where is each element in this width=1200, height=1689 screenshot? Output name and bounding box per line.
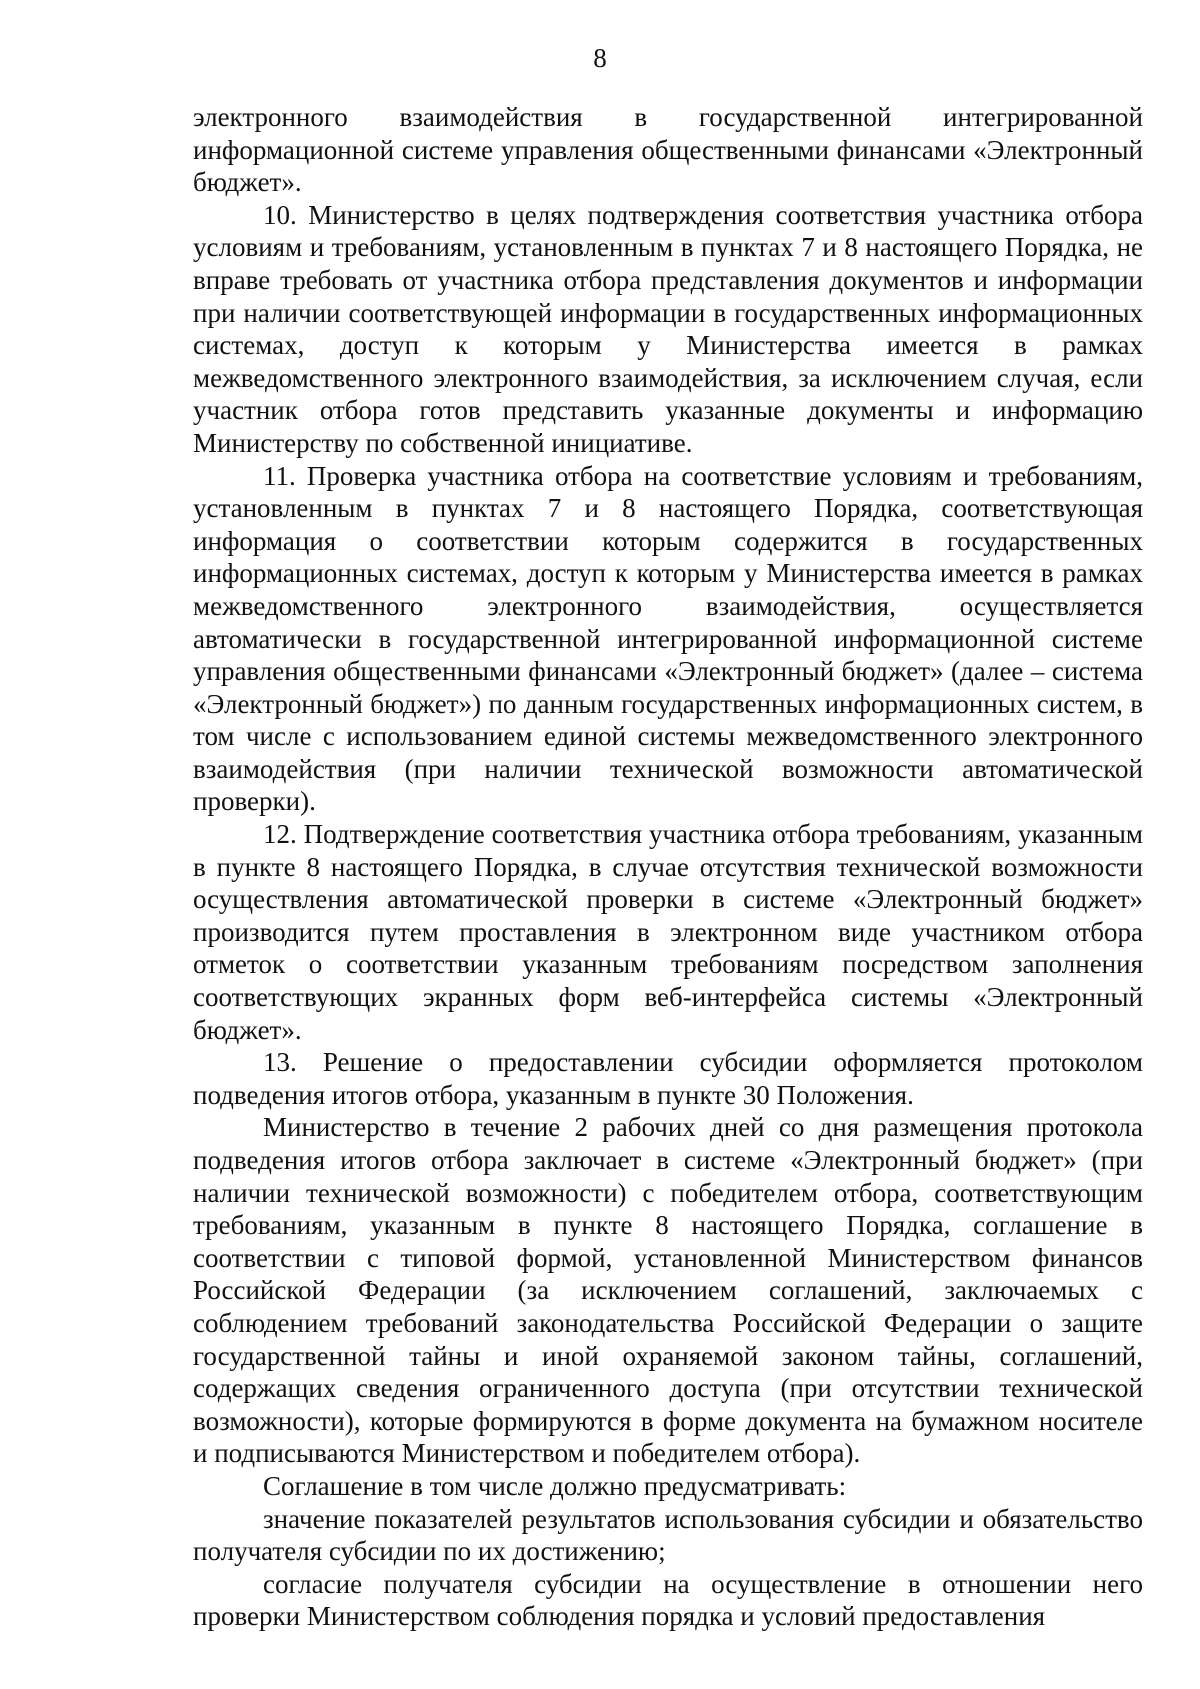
paragraph-continuation: электронного взаимодействия в государственной интегрированной информационной системе управления общественными финансами «Электронный бюджет». [193, 102, 1143, 198]
paragraph-term-indicators: значение показателей результатов использования субсидии и обязательство получателя субсидии по их достижению; [193, 1503, 1143, 1567]
paragraph-agreement: Министерство в течение 2 рабочих дней со дня размещения протокола подведения итогов отбора заключает в системе «Электронный бюджет» (при наличии технической возможности) с победителем отбора, соответствующим требованиям, указанным в пункте 8 настоящего Порядка, соглашение в соответствии с типовой формой, установленной Министерством финансов Российской Федерации (за исключением соглашений, заключаемых с соблюдением требований законодательства Российской Федерации о защите государственной тайны и иной охраняемой законом тайны, соглашений, содержащих сведения ограниченного доступа (при отсутствии технической возможности), которые формируются в форме документа на бумажном носителе и подписываются Министерством и победителем отбора). [193, 1112, 1143, 1469]
paragraph-item-11: 11. Проверка участника отбора на соответствие условиям и требованиям, установленным в пунктах 7 и 8 настоящего Порядка, соответствующая информация о соответствии которым содержится в государственных информационных системах, доступ к которым у Министерства имеется в рамках межведомственного электронного взаимодействия, осуществляется автоматически в государственной интегрированной информационной системе управления общественными финансами «Электронный бюджет» (далее – система «Электронный бюджет») по данным государственных информационных систем, в том числе с использованием единой системы межведомственного электронного взаимодействия (при наличии технической возможности автоматической проверки). [193, 460, 1143, 817]
document-body [193, 101, 1143, 1633]
paragraph-item-12: 12. Подтверждение соответствия участника отбора требованиям, указанным в пункте 8 настоящего Порядка, в случае отсутствия технической возможности осуществления автоматической проверки в системе «Электронный бюджет» производится путем проставления в электронном виде участником отбора отметок о соответствии указанным требованиям посредством заполнения соответствующих экранных форм веб-интерфейса системы «Электронный бюджет». [193, 819, 1143, 1045]
paragraph-agreement-terms-intro: Соглашение в том числе должно предусматривать: [263, 1470, 847, 1501]
paragraph-item-13: 13. Решение о предоставлении субсидии оформляется протоколом подведения итогов отбора, указанным в пункте 30 Положения. [193, 1047, 1143, 1110]
paragraph-term-consent: согласие получателя субсидии на осуществление в отношении него проверки Министерством соблюдения порядка и условий предоставления [193, 1568, 1143, 1632]
page-number: 8 [593, 43, 607, 73]
paragraph-item-10: 10. Министерство в целях подтверждения соответствия участника отбора условиям и требованиям, установленным в пунктах 7 и 8 настоящего Порядка, не вправе требовать от участника отбора представления документов и информации при наличии соответствующей информации в государственных информационных системах, доступ к которым у Министерства имеется в рамках межведомственного электронного взаимодействия, за исключением случая, если участник отбора готов представить указанные документы и информацию Министерству по собственной инициативе. [193, 199, 1143, 458]
